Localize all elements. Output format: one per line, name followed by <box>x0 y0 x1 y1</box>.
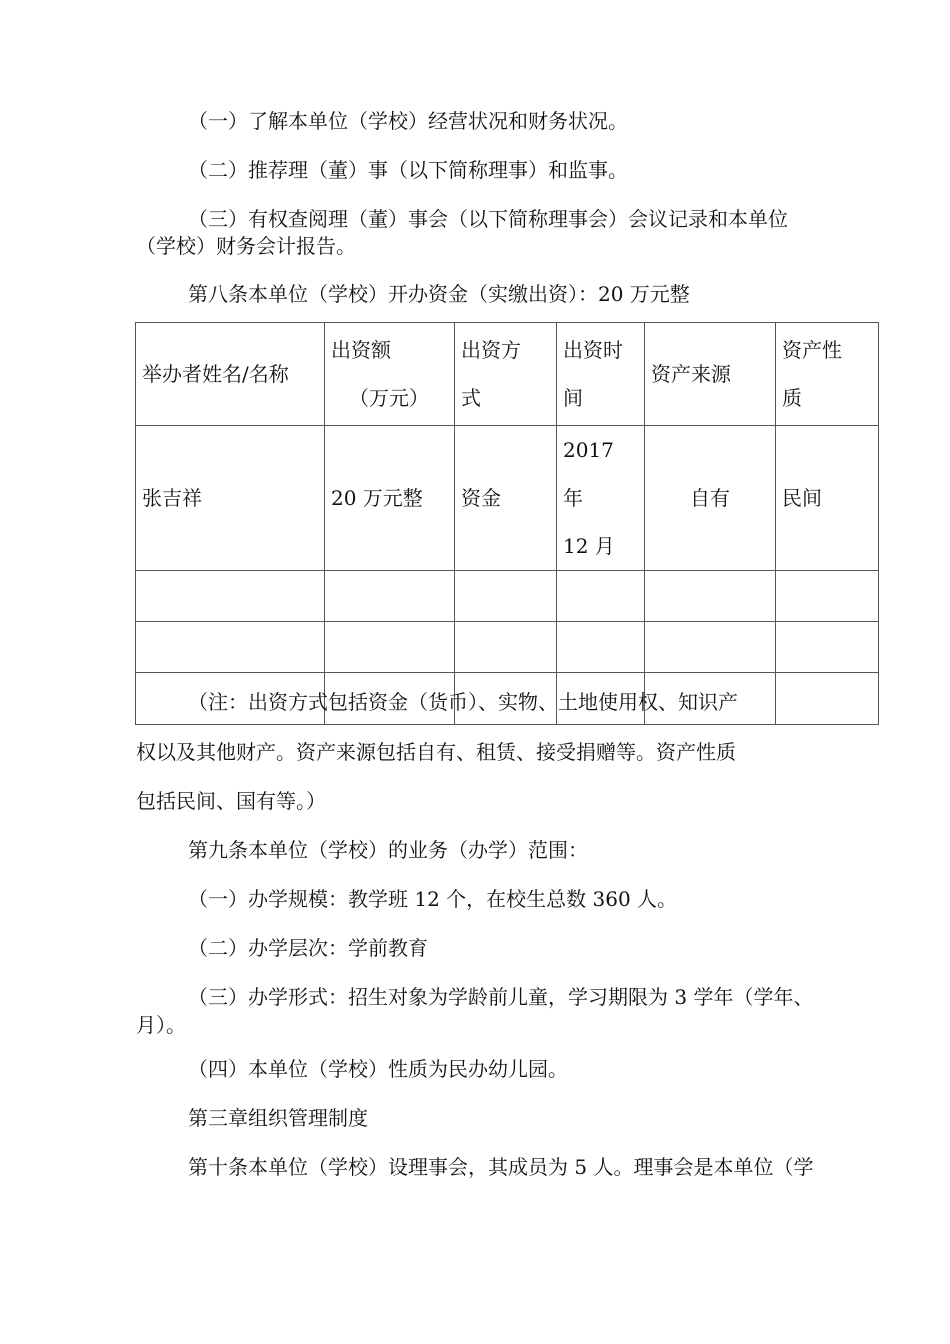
capital-contribution-table <box>135 322 879 725</box>
header-name: 举办者姓名/名称 <box>136 323 325 426</box>
scope-item-2: （二）办学层次：学前教育 <box>188 936 428 960</box>
paragraph-item-3-line2: （学校）财务会计报告。 <box>136 234 356 258</box>
table-header-row <box>136 323 879 426</box>
chapter-3-heading: 第三章组织管理制度 <box>188 1106 368 1130</box>
paragraph-item-3-line1: （三）有权查阅理（董）事会（以下简称理事会）会议记录和本单位 <box>188 207 788 231</box>
scope-item-1: （一）办学规模：教学班 12 个，在校生总数 360 人。 <box>188 887 678 911</box>
scope-item-3-line2: 月）。 <box>136 1013 186 1037</box>
cell-amount: 20 万元整 <box>325 426 455 571</box>
article-9: 第九条本单位（学校）的业务（办学）范围： <box>188 838 588 862</box>
cell-nature: 民间 <box>776 426 879 571</box>
paragraph-item-1: （一）了解本单位（学校）经营状况和财务状况。 <box>188 109 628 133</box>
article-8: 第八条本单位（学校）开办资金（实缴出资）：20 万元整 <box>188 282 690 306</box>
header-source: 资产来源 <box>645 323 776 426</box>
note-line3: 包括民间、国有等。） <box>136 789 326 813</box>
cell-time: 2017 年 12 月 <box>557 426 645 571</box>
scope-item-4: （四）本单位（学校）性质为民办幼儿园。 <box>188 1057 568 1081</box>
article-10: 第十条本单位（学校）设理事会，其成员为 5 人。理事会是本单位（学 <box>188 1155 814 1179</box>
header-amount: 出资额 （万元） <box>325 323 455 426</box>
table-row <box>136 426 879 571</box>
header-nature: 资产性 质 <box>776 323 879 426</box>
table-row-empty <box>136 571 879 622</box>
cell-name: 张吉祥 <box>136 426 325 571</box>
note-line2: 权以及其他财产。资产来源包括自有、租赁、接受捐赠等。资产性质 <box>136 740 736 764</box>
scope-item-3-line1: （三）办学形式：招生对象为学龄前儿童，学习期限为 3 学年（学年、 <box>188 985 814 1009</box>
cell-source: 自有 <box>645 426 776 571</box>
note-line1: （注：出资方式包括资金（货币）、实物、土地使用权、知识产 <box>188 690 738 714</box>
header-method: 出资方 式 <box>455 323 557 426</box>
paragraph-item-2: （二）推荐理（董）事（以下简称理事）和监事。 <box>188 158 628 182</box>
cell-method: 资金 <box>455 426 557 571</box>
header-time: 出资时 间 <box>557 323 645 426</box>
table-row-empty <box>136 622 879 673</box>
